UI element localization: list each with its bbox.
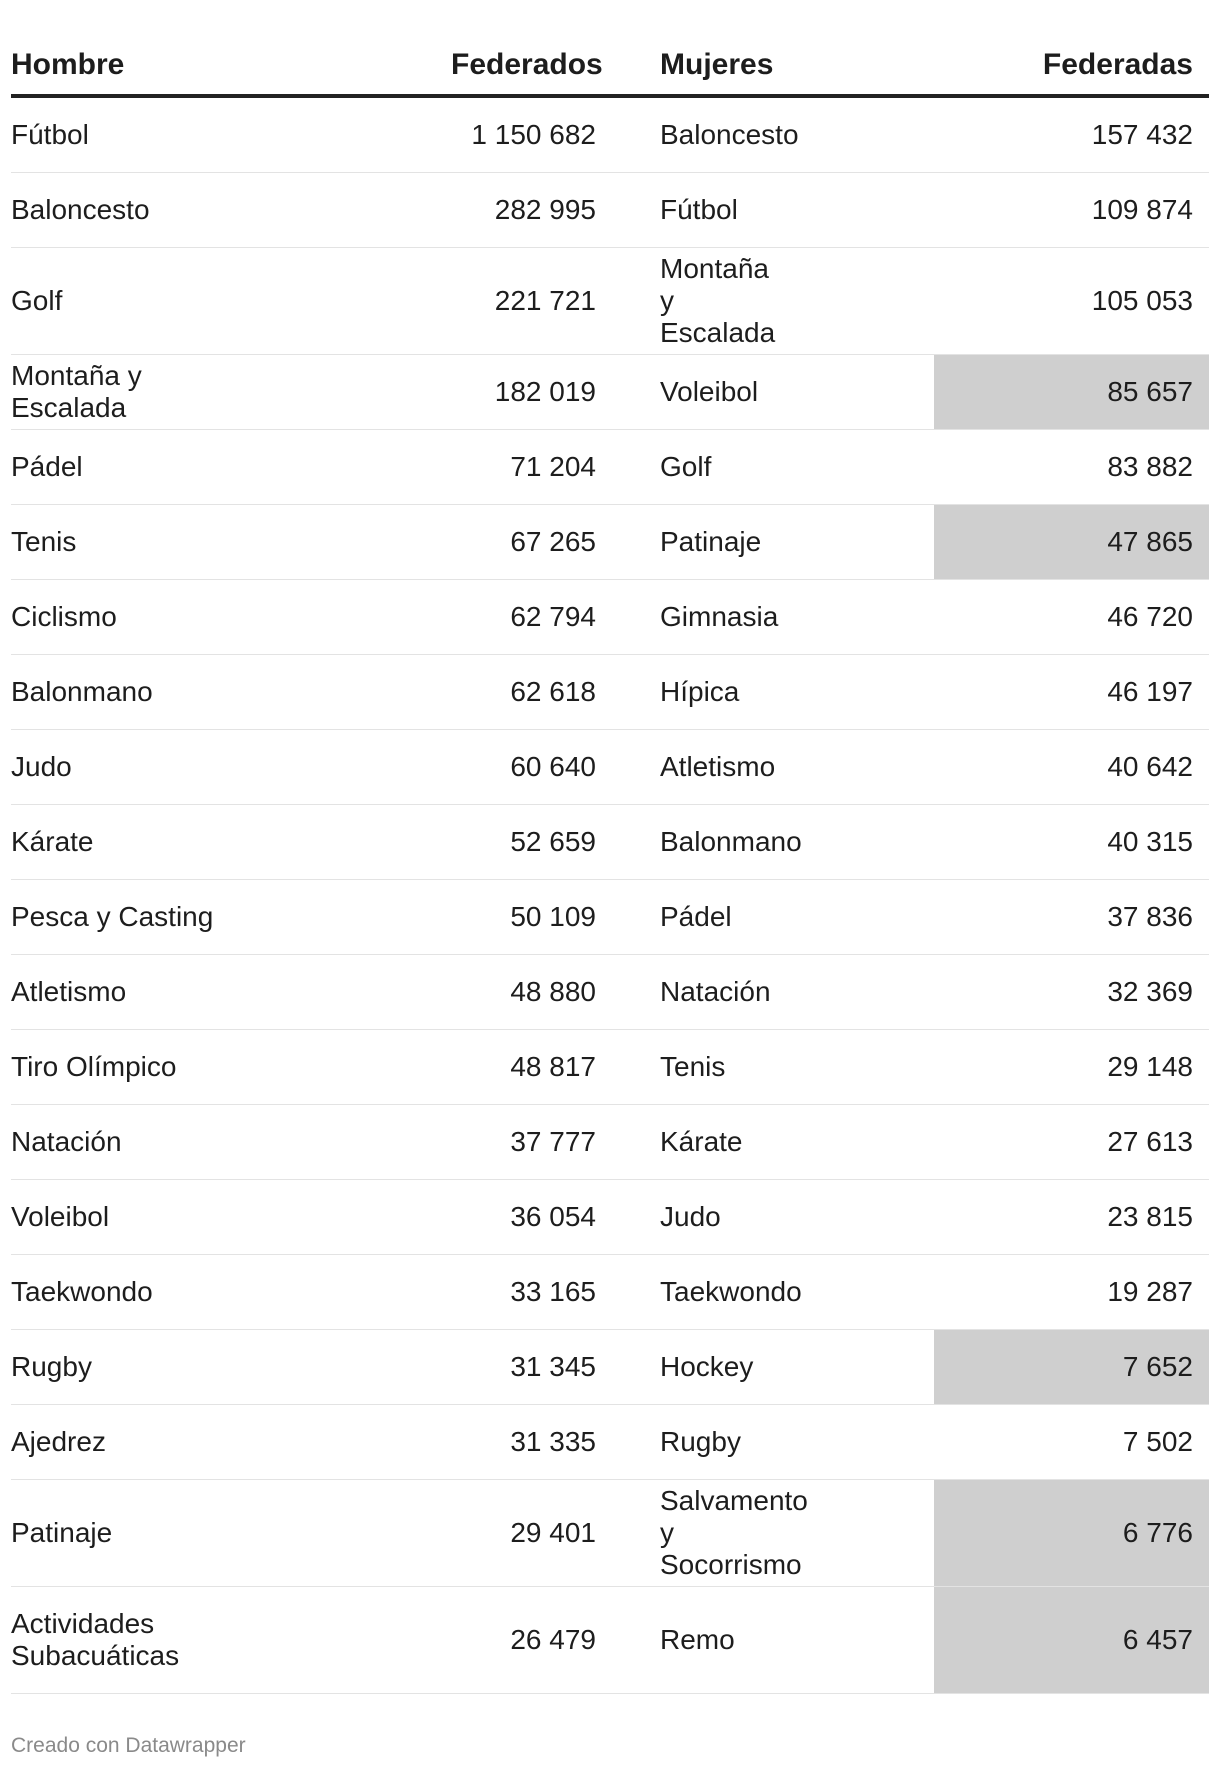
table-row <box>11 1180 1209 1255</box>
table-row <box>11 805 1209 880</box>
cell-federados: 62 618 <box>451 655 596 730</box>
cell-hombre: Ajedrez <box>11 1405 451 1480</box>
cell-federadas: 46 720 <box>934 580 1209 655</box>
cell-federados: 48 817 <box>451 1030 596 1105</box>
cell-hombre: Fútbol <box>11 96 451 173</box>
cell-hombre: Balonmano <box>11 655 451 730</box>
cell-federadas: 23 815 <box>934 1180 1209 1255</box>
cell-hombre: Kárate <box>11 805 451 880</box>
table-row <box>11 355 1209 430</box>
cell-mujeres: Hípica <box>596 655 934 730</box>
cell-federados: 182 019 <box>451 355 596 430</box>
cell-hombre: Rugby <box>11 1330 451 1405</box>
cell-federados: 67 265 <box>451 505 596 580</box>
cell-federadas: 40 642 <box>934 730 1209 805</box>
table-row <box>11 655 1209 730</box>
column-header-federados[interactable]: Federados <box>451 36 596 96</box>
cell-federadas: 32 369 <box>934 955 1209 1030</box>
cell-federados: 29 401 <box>451 1480 596 1587</box>
cell-federados: 221 721 <box>451 248 596 355</box>
cell-mujeres: Tenis <box>596 1030 934 1105</box>
table-row <box>11 1105 1209 1180</box>
cell-federados: 1 150 682 <box>451 96 596 173</box>
cell-federados: 48 880 <box>451 955 596 1030</box>
column-header-mujeres[interactable]: Mujeres <box>596 36 934 96</box>
table-row <box>11 505 1209 580</box>
cell-federados: 60 640 <box>451 730 596 805</box>
table-row <box>11 1330 1209 1405</box>
cell-mujeres: Hockey <box>596 1330 934 1405</box>
cell-federados: 282 995 <box>451 173 596 248</box>
cell-mujeres: Patinaje <box>596 505 934 580</box>
cell-hombre: Montaña y Escalada <box>11 355 451 430</box>
cell-mujeres: Kárate <box>596 1105 934 1180</box>
cell-federados: 37 777 <box>451 1105 596 1180</box>
table-row <box>11 430 1209 505</box>
cell-hombre: Pádel <box>11 430 451 505</box>
cell-mujeres: Montaña y Escalada <box>596 248 934 355</box>
cell-hombre: Voleibol <box>11 1180 451 1255</box>
cell-federados: 50 109 <box>451 880 596 955</box>
cell-mujeres: Gimnasia <box>596 580 934 655</box>
table-row <box>11 96 1209 173</box>
federation-table <box>11 36 1209 1694</box>
table-row <box>11 580 1209 655</box>
cell-mujeres: Rugby <box>596 1405 934 1480</box>
cell-federadas: 7 502 <box>934 1405 1209 1480</box>
cell-hombre: Judo <box>11 730 451 805</box>
cell-federadas: 40 315 <box>934 805 1209 880</box>
table-container <box>0 36 1220 1758</box>
cell-mujeres: Fútbol <box>596 173 934 248</box>
cell-federados: 31 335 <box>451 1405 596 1480</box>
table-row <box>11 248 1209 355</box>
table-row <box>11 1255 1209 1330</box>
cell-federadas: 29 148 <box>934 1030 1209 1105</box>
cell-federadas: 27 613 <box>934 1105 1209 1180</box>
cell-federadas: 83 882 <box>934 430 1209 505</box>
cell-federados: 26 479 <box>451 1587 596 1694</box>
cell-federadas: 46 197 <box>934 655 1209 730</box>
cell-federadas: 6 776 <box>934 1480 1209 1587</box>
cell-hombre: Baloncesto <box>11 173 451 248</box>
table-row <box>11 173 1209 248</box>
table-row <box>11 1480 1209 1587</box>
cell-hombre: Golf <box>11 248 451 355</box>
table-row <box>11 730 1209 805</box>
cell-federados: 33 165 <box>451 1255 596 1330</box>
cell-hombre: Tenis <box>11 505 451 580</box>
table-row <box>11 880 1209 955</box>
cell-federadas: 157 432 <box>934 96 1209 173</box>
cell-mujeres: Baloncesto <box>596 96 934 173</box>
cell-hombre: Tiro Olímpico <box>11 1030 451 1105</box>
cell-hombre: Patinaje <box>11 1480 451 1587</box>
cell-federados: 71 204 <box>451 430 596 505</box>
cell-mujeres: Salvamento y Socorrismo <box>596 1480 934 1587</box>
cell-mujeres: Voleibol <box>596 355 934 430</box>
cell-mujeres: Pádel <box>596 880 934 955</box>
column-header-hombre[interactable]: Hombre <box>11 36 451 96</box>
cell-hombre: Natación <box>11 1105 451 1180</box>
cell-mujeres: Judo <box>596 1180 934 1255</box>
cell-hombre: Atletismo <box>11 955 451 1030</box>
cell-federadas: 109 874 <box>934 173 1209 248</box>
cell-federadas: 37 836 <box>934 880 1209 955</box>
table-row <box>11 955 1209 1030</box>
table-body <box>11 96 1209 1694</box>
table-row <box>11 1030 1209 1105</box>
table-row <box>11 1405 1209 1480</box>
cell-federadas: 85 657 <box>934 355 1209 430</box>
cell-mujeres: Taekwondo <box>596 1255 934 1330</box>
cell-federadas: 7 652 <box>934 1330 1209 1405</box>
cell-hombre: Ciclismo <box>11 580 451 655</box>
cell-federados: 36 054 <box>451 1180 596 1255</box>
cell-federadas: 105 053 <box>934 248 1209 355</box>
cell-hombre: Actividades Subacuáticas <box>11 1587 451 1694</box>
cell-mujeres: Natación <box>596 955 934 1030</box>
table-row <box>11 1587 1209 1694</box>
cell-federados: 31 345 <box>451 1330 596 1405</box>
cell-mujeres: Golf <box>596 430 934 505</box>
cell-hombre: Taekwondo <box>11 1255 451 1330</box>
cell-federadas: 47 865 <box>934 505 1209 580</box>
cell-hombre: Pesca y Casting <box>11 880 451 955</box>
header-row <box>11 36 1209 96</box>
cell-federados: 62 794 <box>451 580 596 655</box>
table-header <box>11 36 1209 96</box>
column-header-federadas[interactable]: Federadas <box>934 36 1209 96</box>
footer-credit[interactable]: Creado con Datawrapper <box>11 1734 246 1757</box>
cell-mujeres: Remo <box>596 1587 934 1694</box>
cell-mujeres: Balonmano <box>596 805 934 880</box>
cell-mujeres: Atletismo <box>596 730 934 805</box>
cell-federadas: 19 287 <box>934 1255 1209 1330</box>
cell-federados: 52 659 <box>451 805 596 880</box>
cell-federadas: 6 457 <box>934 1587 1209 1694</box>
